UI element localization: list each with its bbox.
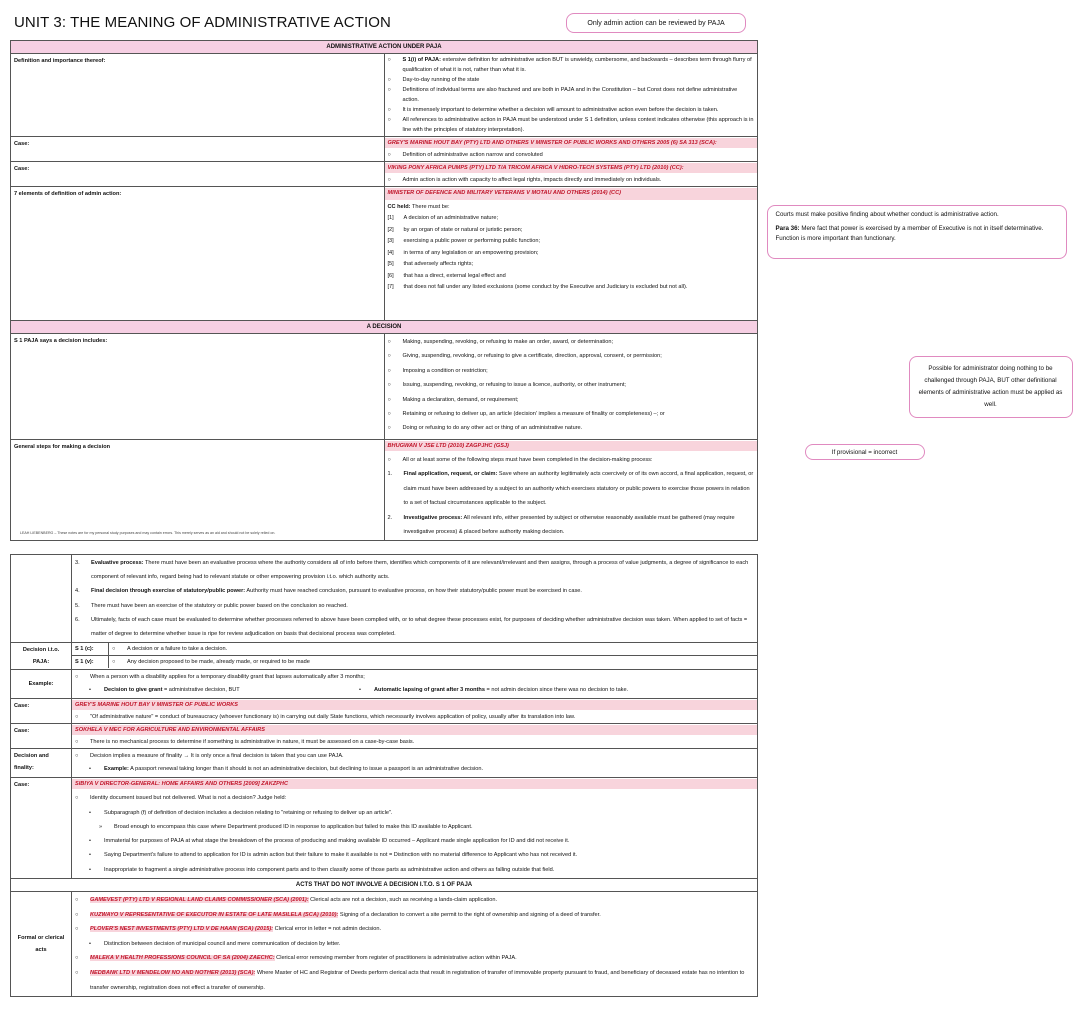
footer-note: LEAH LIEBENBERG – These notes are for my personal study purposes and may contain errors. This merely serves as an aid and should not be solely relied on. [20, 531, 276, 535]
steps-cell [384, 440, 898, 541]
list-item: ○ Definitions of individual terms are also fractured and are both in PAJA and in the Constitution – but Const does not define administrative action. [387, 87, 738, 103]
list-item: ○ PLOVER'S NEST INVESTMENTS (PTY) LTD V DE HAAN (SCA) (2015): Clerical error in letter = not admin decision. [75, 926, 382, 933]
example-cell [72, 670, 758, 699]
case-name: SOKHELA V MEC FOR AGRICULTURE AND ENVIRONMENTAL AFFAIRS [72, 725, 757, 735]
list-item: ○ Decision implies a measure of finality → It is only once a final decision is taken that you can use PAJA. [75, 753, 344, 760]
section-header: A DECISION [11, 321, 758, 334]
page-1 [10, 40, 1063, 541]
list-item: ○ NEDBANK LTD V MENDELOW NO AND NOTHER (2013) (SCA): Where Master of HC and Registrar of Deeds perform clerical acts that result in registration of transfer of immovable property pursuant to fraud, and beneficiary of deceased estate has no intention to transfer ownership, registration does not effect a transfer of ownership. [75, 969, 745, 991]
case-cell [384, 137, 758, 162]
list-item: 3. Evaluative process: There must have been an evaluative process where the authority considers all of info before them, identifies which components of it are relevant/irrelevant and then assigns, through a process of value judgments, a degree of significance to each component of relevant info, regard being had to relevant statute or other empowering provision i.t.o. which authority acts. [75, 560, 749, 581]
row-label: Case: [11, 724, 72, 749]
list-item: ○ Making a declaration, demand, or requirement; [387, 396, 519, 403]
list-item: • Inappropriate to fragment a single administrative process into component parts and to then classify some of those parts as administrative action and others as falling outside that field. [89, 866, 555, 873]
list-item: » Broad enough to encompass this case where Department produced ID in response to application but failed to make this ID available to Applicant. [99, 823, 473, 830]
list-item: ○ KUZWAYO V REPRESENTATIVE OF EXECUTOR IN ESTATE OF LATE MASILELA (SCA) (2010): Signing of a declaration to convert a site permit to the right of ownership and signing of a deed of transfer. [75, 911, 601, 918]
list-item: • Example: A passport renewal taking longer than it should is not an administrative decision, but declining to issue a passport is an administrative decision. [89, 766, 484, 773]
list-item: ○ Day-to-day running of the state [387, 77, 480, 83]
list-item: 1. Final application, request, or claim: Save where an authority legitimately acts coercively or of its own accord, a final application, request, or claim must have been addressed by a subject to an authority which exercises statutory or public powers to exercise those powers in relation to a set of factual circumstances applicable to the subject. [387, 471, 754, 507]
row-label: Case: [11, 778, 72, 879]
seven-elements-cell: MINISTER OF DEFENCE AND MILITARY VETERANS V MOTAU AND OTHERS (2014) (CC) CC held: There must be: [1] A decision of an administrative nature; [2] by an organ of state or natural or juristic person; [3] exercising a public power or performing public function; [4] in terms of any legislation or an empowering provision; [5] that adversely affects rights; [6] that has a direct, external legal effect and [7] that does not fall under any listed exclusions (some conduct by the Executive and Judiciary is excluded but not all). Courts must make positive finding about whether conduct is administrative action. Para 36: Mere fact that power is exercised by a member of Executive is not in itself determinative. Function is more important than functionary. [384, 187, 758, 321]
list-item: • Decision to give grant = administrative decision, BUT [89, 687, 240, 694]
provisional-note-callout: If provisional = incorrect [805, 444, 925, 460]
list-item: ○ Issuing, suspending, revoking, or refusing to issue a licence, authority, or other instrument; [387, 382, 626, 389]
list-item: ○ Admin action is action with capacity to affect legal rights, impacts directly and immediately on individuals. [387, 177, 662, 183]
list-item: ○ Imposing a condition or restriction; [387, 367, 488, 374]
row-label: Case: [11, 162, 385, 187]
list-item: • Saying Department's failure to attend to application for ID is admin action but their failure to make it available is not = Distinction with no material difference to Applicant who has not received it. [89, 852, 578, 859]
decision-includes-cell [384, 334, 1063, 440]
case-name: VIKING PONY AFRICA PUMPS (PTY) LTD T/A TRICOM AFRICA V HIDRO-TECH SYSTEMS (PTY) LTD (2010) (CC): [385, 163, 758, 173]
s1v-label: S 1 (v): [72, 656, 109, 669]
row-label: Example: [11, 670, 72, 699]
decision-ito-paja-cell [72, 643, 758, 670]
row-label: Definition and importance thereof: [11, 54, 385, 137]
page-2 [10, 554, 758, 997]
section-header: ADMINISTRATIVE ACTION UNDER PAJA [11, 41, 758, 54]
row-label: 7 elements of definition of admin action: [11, 187, 385, 321]
row-label: Case: [11, 137, 385, 162]
case-cell [72, 724, 758, 749]
list-item: [3] exercising a public power or performing public function; [387, 238, 540, 244]
list-item: • Automatic lapsing of grant after 3 months = not admin decision since there was no decision to take. [359, 687, 629, 694]
row-label: Case: [11, 699, 72, 724]
list-item: ○ GAMEVEST (PTY) LTD V REGIONAL LAND CLAIMS COMMISSIONER (SCA) (2001): Clerical acts are not a decision, such as receiving a lands-claim application. [75, 897, 498, 903]
list-item: [1] A decision of an administrative nature; [387, 215, 499, 221]
case-name: GREY'S MARINE HOUT BAY V MINISTER OF PUBLIC WORKS [72, 700, 757, 710]
motau-note-callout: Courts must make positive finding about whether conduct is administrative action. Para 36: Mere fact that power is exercised by a member of Executive is not in itself determinative. Function is more important than functionary. [767, 205, 1067, 259]
s1c-label: S 1 (c): [72, 643, 109, 656]
section-header: ACTS THAT DO NOT INVOLVE A DECISION I.T.O. S 1 OF PAJA [11, 879, 758, 892]
row-label: Decision and finality: [11, 749, 72, 778]
list-item: ○ There is no mechanical process to determine if something is administrative in nature, it must be assessed on a case-by-case basis. [75, 739, 415, 746]
top-note-callout: Only admin action can be reviewed by PAJA [566, 13, 746, 33]
list-item: ○ MALEKA V HEALTH PROFESSIONS COUNCIL OF SA (2004) ZAECHC: Clerical error removing member from register of practitioners is administrative action within PAJA. [75, 955, 517, 962]
decision-note-callout: Possible for administrator doing nothing to be challenged through PAJA, BUT other definitional elements of administrative action must be applied as well. [909, 356, 1073, 418]
case-name: MINISTER OF DEFENCE AND MILITARY VETERANS V MOTAU AND OTHERS (2014) (CC) [385, 188, 758, 200]
steps-continued-cell [72, 555, 758, 643]
list-item: ○ It is immensely important to determine whether a decision will amount to administrative action even before the decision is taken. [387, 107, 719, 113]
case-cell [72, 778, 758, 879]
list-item: [2] by an organ of state or natural or juristic person; [387, 226, 523, 233]
s1v-text: ○ Any decision proposed to be made, already made, or required to be made [109, 656, 758, 669]
list-item: ○ When a person with a disability applies for a temporary disability grant that lapses automatically after 3 months; [75, 674, 365, 681]
list-item: ○ "Of administrative nature" = conduct of bureaucracy (whoever functionary is) in carrying out daily State functions, which necessarily involves application of policy, usually after its translation into law. [75, 714, 576, 721]
page-title: UNIT 3: THE MEANING OF ADMINISTRATIVE ACTION [14, 14, 391, 31]
list-item: ○ Retaining or refusing to deliver up, an article (decision' implies a measure of finality or completeness) –; or [387, 411, 665, 418]
case-cell [72, 699, 758, 724]
list-item: • Distinction between decision of municipal council and mere communication of decision by letter. [89, 940, 341, 947]
list-item: [5] that adversely affects rights; [387, 261, 474, 267]
case-name: SIBIYA V DIRECTOR-GENERAL: HOME AFFAIRS AND OTHERS [2009] ZAKZPHC [72, 779, 757, 789]
list-item: ○ All references to administrative action in PAJA must be understood under S 1 definition, unless context indicates otherwise (this approach is in line with the principles of statutory interpretation). [387, 117, 754, 133]
list-item: ○ Identity document issued but not delivered. What is not a decision? Judge held: [75, 795, 287, 802]
case-name: BHUGWAN V JSE LTD (2010) ZAGPJHC (GSJ) [385, 441, 758, 451]
list-item: 4. Final decision through exercise of statutory/public power: Authority must have reached conclusion, pursuant to evaluative process, on how their statutory/public power must be exercised in case. [75, 588, 582, 595]
case-cell [384, 162, 758, 187]
row-label: General steps for making a decision [11, 440, 385, 541]
list-item: ○ Doing or refusing to do any other act or thing of an administrative nature. [387, 425, 583, 432]
admin-action-table [10, 40, 1063, 541]
list-item: [6] that has a direct, external legal effect and [387, 272, 506, 279]
row-label: S 1 PAJA says a decision includes: [11, 334, 385, 440]
clerical-acts-cell [72, 892, 758, 997]
list-item: [4] in terms of any legislation or an empowering provision; [387, 249, 539, 256]
list-item: 5. There must have been an exercise of the statutory or public power based on the conclusion so reached. [75, 602, 348, 609]
list-item: 6. Ultimately, facts of each case must be evaluated to determine whether processes referred to above have been complied with, or to what degree these processes exist, for purposes of deciding whether administrative decision was taken. When applied to set of facts = matter of degree to determine whether issue is ripe for review adjudication on basis that decisional process was completed. [75, 616, 748, 638]
row-label: Decision i.t.o. PAJA: [11, 643, 72, 670]
decision-table [10, 554, 758, 997]
definition-cell [384, 54, 758, 137]
list-item: ○ Giving, suspending, revoking, or refusing to give a certificate, direction, approval, consent, or permission; [387, 353, 662, 360]
list-item: • Subparagraph (f) of definition of decision includes a decision relating to "retaining or refusing to deliver up an article". [89, 809, 393, 816]
case-name: GREY'S MARINE HOUT BAY (PTY) LTD AND OTHERS V MINISTER OF PUBLIC WORKS AND OTHERS 2005 (6) SA 313 (SCA): [385, 138, 758, 148]
s1c-text: ○ A decision or a failure to take a decision. [109, 643, 758, 656]
finality-cell [72, 749, 758, 778]
row-label: Formal or clerical acts [11, 892, 72, 997]
list-item: ○ Making, suspending, revoking, or refusing to make an order, award, or determination; [387, 339, 613, 345]
list-item: [7] that does not fall under any listed exclusions (some conduct by the Executive and Judiciary is excluded but not all). [387, 284, 688, 290]
list-item: ○ S 1(i) of PAJA: extensive definition for administrative action BUT is unwieldy, cumbersome, and backwards – describes term through flurry of qualification of what it is not, rather than what it is. [387, 57, 752, 73]
list-item: ○ All or at least some of the following steps must have been completed in the decision-making process: [387, 457, 653, 463]
list-item: • Immaterial for purposes of PAJA at what stage the breakdown of the process of producing and making available ID occurred – Applicant made single application for ID and did not receive it. [89, 838, 570, 845]
list-item: ○ Definition of administrative action narrow and convoluted [387, 152, 543, 158]
list-item: 2. Investigative process: All relevant info, either presented by subject or otherwise reasonably available must be gathered (may require investigative process) & placed before authority making decision. [387, 514, 735, 536]
